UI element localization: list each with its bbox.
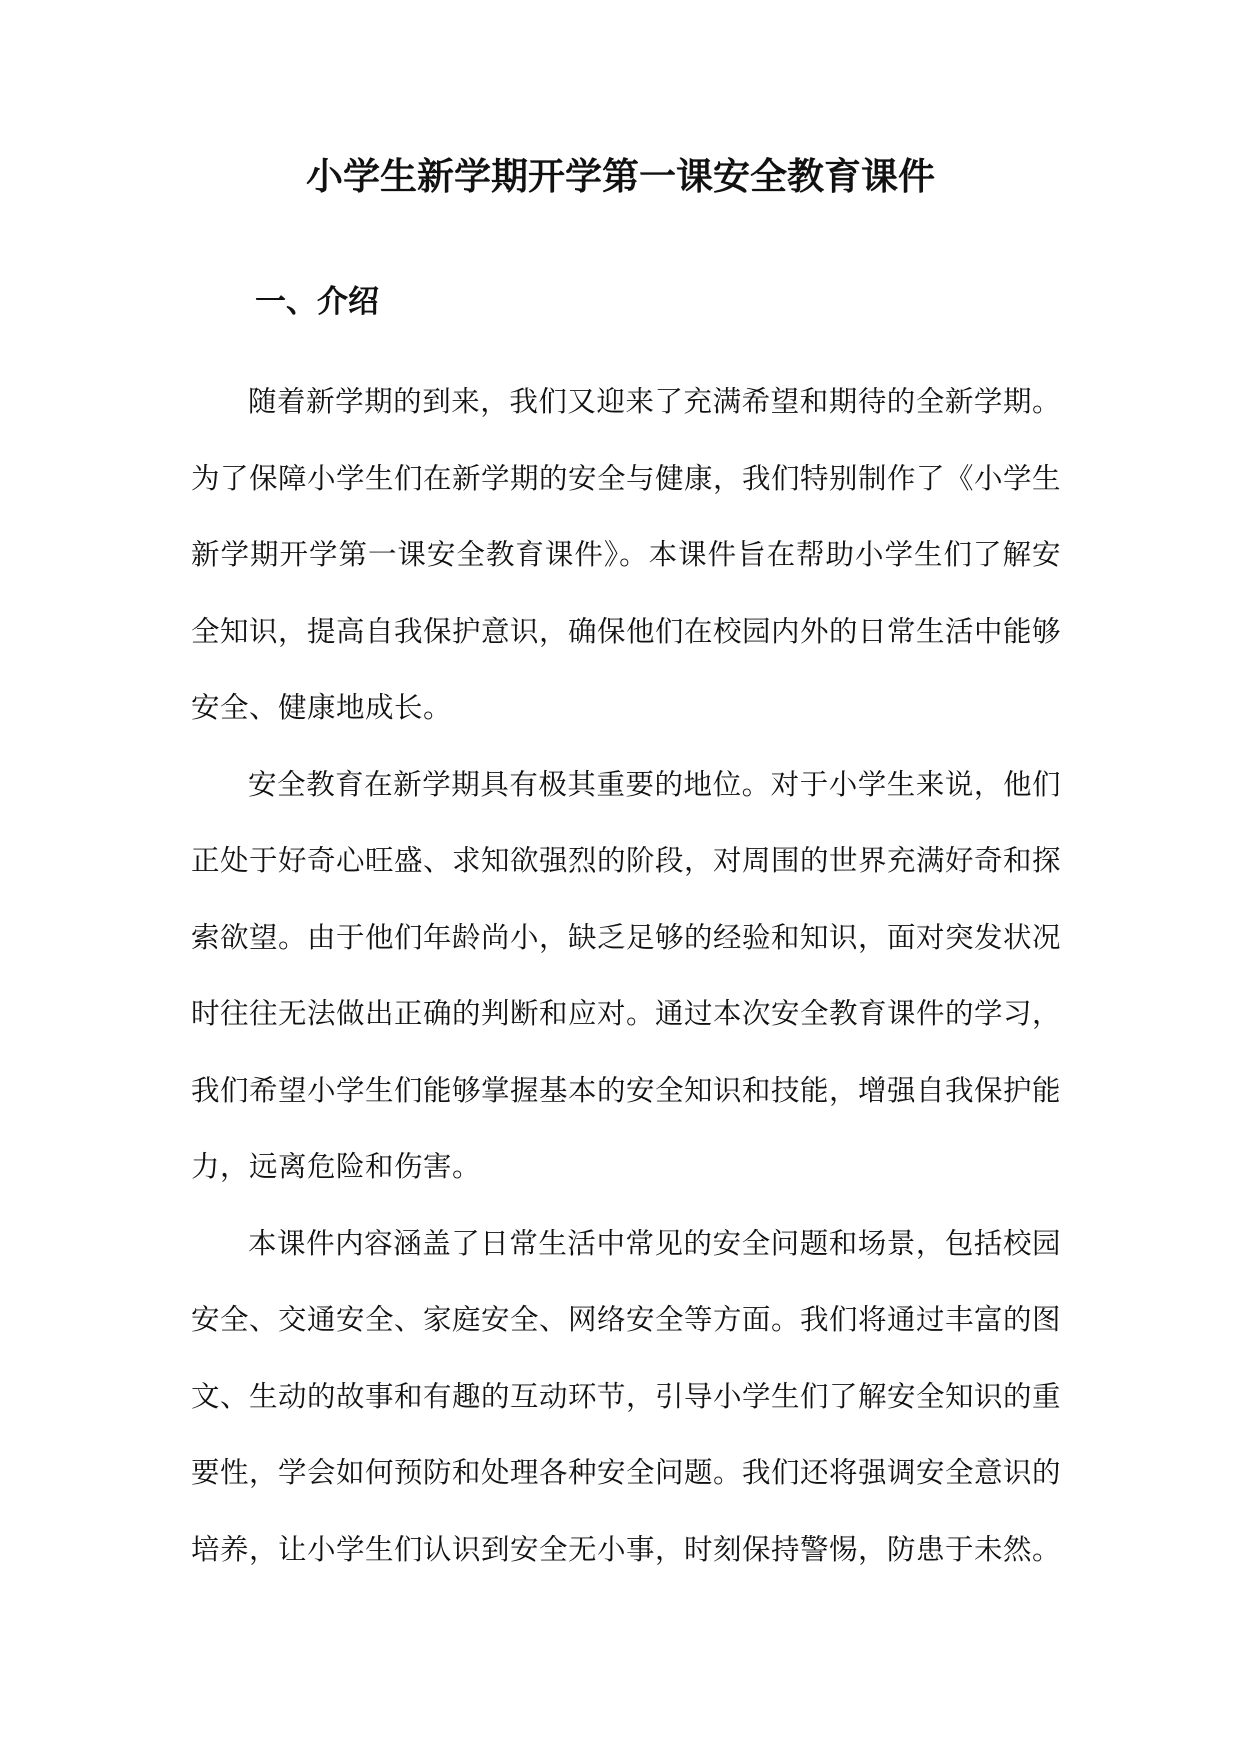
page-title: 小学生新学期开学第一课安全教育课件 <box>306 155 935 198</box>
paragraph: 随着新学期的到来，我们又迎来了充满希望和期待的全新学期。为了保障小学生们在新学期的安全与健康，我们特别制作了《小学生新学期开学第一课安全教育课件》。本课件旨在帮助小学生们了解安全知识，提高自我保护意识，确保他们在校园内外的日常生活中能够安全、健康地成长。 <box>191 385 1062 724</box>
paragraph: 安全教育在新学期具有极其重要的地位。对于小学生来说，他们正处于好奇心旺盛、求知欲强烈的阶段，对周围的世界充满好奇和探索欲望。由于他们年龄尚小，缺乏足够的经验和知识，面对突发状况时往往无法做出正确的判断和应对。通过本次安全教育课件的学习，我们希望小学生们能够掌握基本的安全知识和技能，增强自我保护能力，远离危险和伤害。 <box>191 767 1062 1183</box>
document-body <box>191 364 1061 1588</box>
paragraph: 本课件内容涵盖了日常生活中常见的安全问题和场景，包括校园安全、交通安全、家庭安全、网络安全等方面。我们将通过丰富的图文、生动的故事和有趣的互动环节，引导小学生们了解安全知识的重要性，学会如何预防和处理各种安全问题。我们还将强调安全意识的培养，让小学生们认识到安全无小事，时刻保持警惕，防患于未然。 <box>191 1226 1062 1566</box>
section-heading: 一、介绍 <box>255 284 379 320</box>
